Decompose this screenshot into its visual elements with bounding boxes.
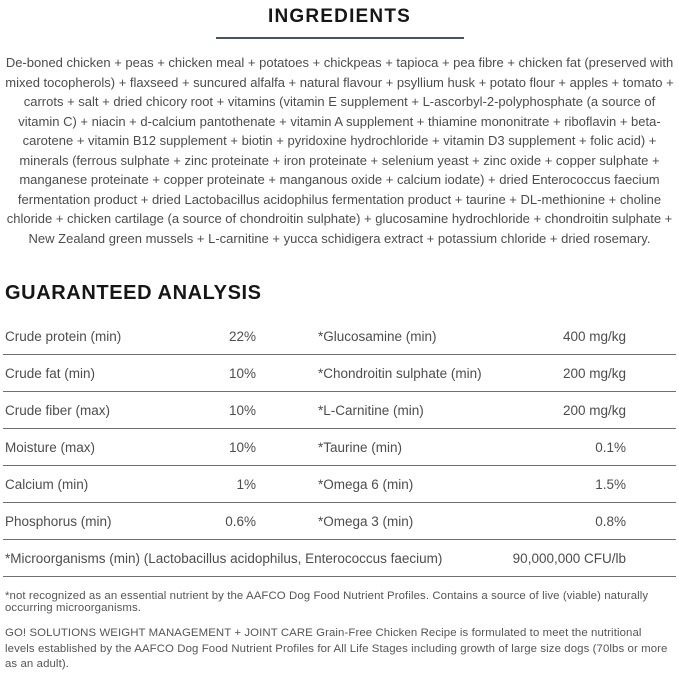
- table-row: [3, 429, 676, 466]
- nutrient-value: 1%: [236, 476, 256, 492]
- ingredients-paragraph: De-boned chicken + peas + chicken meal + potatoes + chickpeas + tapioca + pea fibre + chicken fat (preserved with mixed tocopherols) + flaxseed + suncured alfalfa + natural flavour + psyllium husk + potato flour + apples + tomato + carrots + salt + dried chicory root + vitamins (vitamin E supplement + L-ascorbyl-2-polyphosphate (a source of vitamin C) + niacin + d-calcium pantothenate + vitamin A supplement + thiamine mononitrate + riboflavin + beta-carotene + vitamin B12 supplement + biotin + pyridoxine hydrochloride + vitamin D3 supplement + folic acid) + minerals (ferrous sulphate + zinc proteinate + iron proteinate + selenium yeast + zinc oxide + copper sulphate + manganese proteinate + copper proteinate + manganous oxide + calcium iodate) + dried Enterococcus faecium fermentation product + dried Lactobacillus acidophilus fermentation product + taurine + DL-methionine + choline chloride + chicken cartilage (a source of chondroitin sulphate) + glucosamine hydrochloride + chondroitin sulphate + New Zealand green mussels + L-carnitine + yucca schidigera extract + potassium chloride + dried rosemary.: [5, 55, 674, 246]
- formulation-footnote: GO! SOLUTIONS WEIGHT MANAGEMENT + JOINT CARE Grain-Free Chicken Recipe is formulated to meet the nutritional levels established by the AAFCO Dog Food Nutrient Profiles for All Life Stages including growth of large size dogs (70lbs or more as an adult).: [5, 627, 668, 670]
- nutrient-value: 0.8%: [595, 513, 626, 529]
- table-row: [3, 392, 676, 429]
- nutrient-value: 0.6%: [225, 513, 256, 529]
- nutrient-value: 22%: [228, 328, 256, 344]
- title-underline: [216, 37, 464, 39]
- nutrient-label: *L-Carnitine (min): [318, 402, 424, 418]
- nutrient-value: 0.1%: [595, 439, 626, 455]
- table-row: [3, 466, 676, 503]
- nutrient-label: *Omega 6 (min): [318, 476, 414, 492]
- nutrient-value: 1.5%: [595, 476, 626, 492]
- nutrient-label: *Taurine (min): [318, 439, 403, 455]
- nutrient-value: 400 mg/kg: [562, 328, 626, 344]
- nutrient-label: *Microorganisms (min) (Lactobacillus acidophilus, Enterococcus faecium): [5, 550, 443, 566]
- nutrient-value: 200 mg/kg: [562, 402, 626, 418]
- nutrient-value: 200 mg/kg: [562, 365, 626, 381]
- guaranteed-analysis-heading: GUARANTEED ANALYSIS: [5, 282, 262, 304]
- nutrient-value: 10%: [228, 439, 256, 455]
- nutrient-value: 10%: [228, 365, 256, 381]
- nutrient-label: *Chondroitin sulphate (min): [318, 365, 482, 381]
- nutrient-label: Moisture (max): [5, 439, 96, 455]
- nutrient-value: 10%: [228, 402, 256, 418]
- table-row: [3, 355, 676, 392]
- ingredients-heading: INGREDIENTS: [267, 6, 412, 27]
- nutrient-label: *Omega 3 (min): [318, 513, 414, 529]
- nutrient-label: Crude fiber (max): [5, 402, 111, 418]
- nutrient-value: 90,000,000 CFU/lb: [512, 550, 626, 566]
- table-row: [3, 318, 676, 355]
- analysis-table: [3, 318, 676, 577]
- nutrient-label: Crude protein (min): [5, 328, 122, 344]
- table-row: [3, 503, 676, 540]
- asterisk-footnote: *not recognized as an essential nutrient by the AAFCO Dog Food Nutrient Profiles. Contains a source of live (viable) naturally occurring microorganisms.: [5, 590, 649, 614]
- nutrient-label: *Glucosamine (min): [318, 328, 437, 344]
- microorganisms-row: [3, 540, 676, 577]
- nutrient-label: Crude fat (min): [5, 365, 96, 381]
- nutrient-label: Calcium (min): [5, 476, 89, 492]
- nutrient-label: Phosphorus (min): [5, 513, 112, 529]
